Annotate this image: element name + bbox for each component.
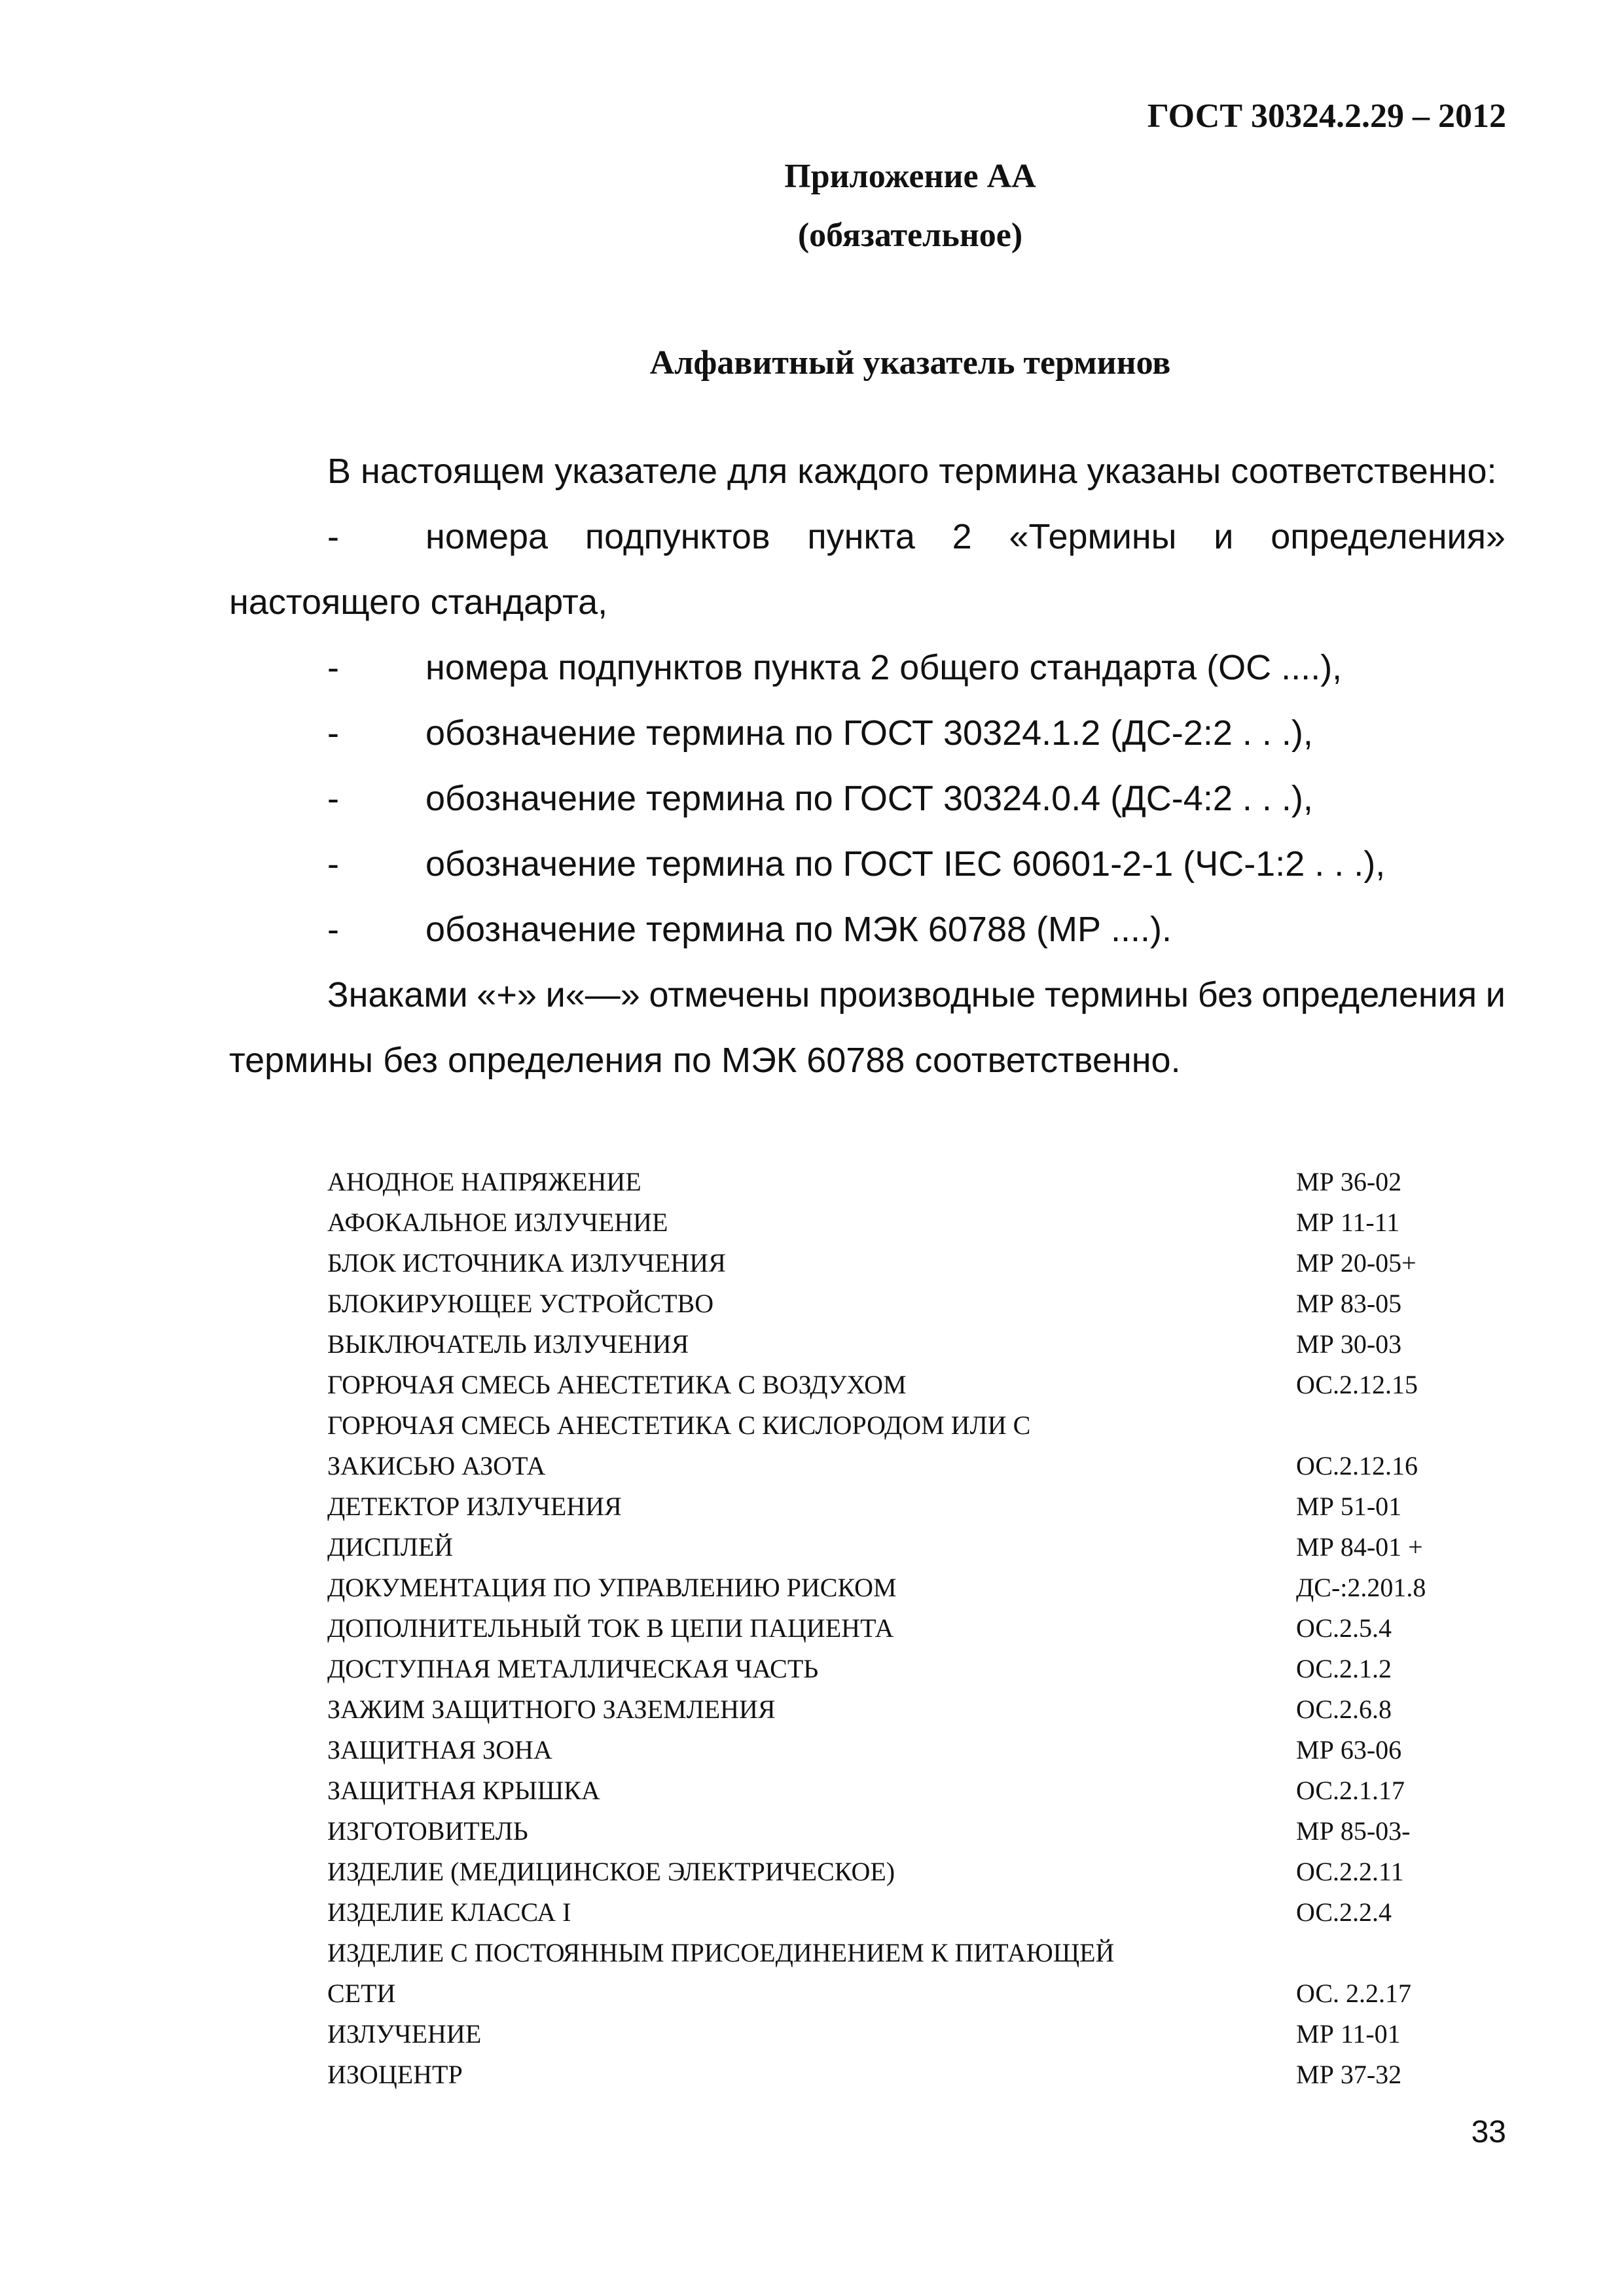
page-number: 33 xyxy=(1471,2115,1506,2149)
term-row xyxy=(327,1486,1519,1527)
bullet-item xyxy=(229,844,1506,884)
note-word: Знаками xyxy=(327,975,468,1014)
term-name: ИЗДЕЛИЕ КЛАССА I xyxy=(327,1897,571,1927)
bullet-word: определения» xyxy=(1271,517,1506,556)
term-reference: МР 11-11 xyxy=(1296,1208,1400,1237)
bullet-text xyxy=(425,517,1506,556)
term-row xyxy=(327,1811,1519,1852)
term-reference: МР 83-05 xyxy=(1296,1289,1402,1318)
term-reference: МР 37-32 xyxy=(1296,2060,1402,2089)
bullet-text: обозначение термина по МЭК 60788 (МР ....). xyxy=(425,910,1172,949)
term-name: ДИСПЛЕЙ xyxy=(327,1532,454,1562)
bullet-item xyxy=(229,517,1506,556)
term-name: ЗАЩИТНАЯ ЗОНА xyxy=(327,1735,552,1765)
bullet-item xyxy=(229,648,1506,687)
term-name: ЗАКИСЬЮ АЗОТА xyxy=(327,1451,546,1480)
bullet-dash: - xyxy=(327,844,339,884)
term-reference: ОС. 2.2.17 xyxy=(1296,1979,1412,2008)
term-row xyxy=(327,1649,1519,1689)
term-name: СЕТИ xyxy=(327,1979,396,2008)
term-name: ДОКУМЕНТАЦИЯ ПО УПРАВЛЕНИЮ РИСКОМ xyxy=(327,1573,897,1602)
term-index-list xyxy=(327,1162,1519,2095)
term-reference: МР 51-01 xyxy=(1296,1492,1402,1521)
term-reference: ДС-:2.201.8 xyxy=(1296,1573,1426,1602)
note-word: термины xyxy=(1044,975,1189,1014)
term-name: ВЫКЛЮЧАТЕЛЬ ИЗЛУЧЕНИЯ xyxy=(327,1329,689,1359)
term-row xyxy=(327,1689,1519,1730)
term-name: АФОКАЛЬНОЕ ИЗЛУЧЕНИЕ xyxy=(327,1208,668,1237)
bullet-dash: - xyxy=(327,517,339,556)
note-line xyxy=(229,975,1506,1014)
term-name: ЗАЖИМ ЗАЩИТНОГО ЗАЗЕМЛЕНИЯ xyxy=(327,1695,776,1724)
term-row xyxy=(327,1933,1519,1973)
bullet-item xyxy=(229,713,1506,753)
note-word: «+» xyxy=(477,975,537,1014)
term-row xyxy=(327,1568,1519,1608)
note-word: и xyxy=(1485,975,1506,1014)
appendix-title: Приложение АА xyxy=(784,158,1036,195)
term-name: ИЗДЕЛИЕ (МЕДИЦИНСКОЕ ЭЛЕКТРИЧЕСКОЕ) xyxy=(327,1857,895,1886)
bullet-text: обозначение термина по ГОСТ IEC 60601-2-1 (ЧС-1:2 . . .), xyxy=(425,844,1386,884)
term-row xyxy=(327,1892,1519,1933)
term-reference: МР 11-01 xyxy=(1296,2019,1401,2049)
term-row xyxy=(327,1405,1519,1446)
bullet-item xyxy=(229,910,1506,949)
note-word: определения xyxy=(1261,975,1477,1014)
term-row xyxy=(327,2014,1519,2054)
term-reference: МР 63-06 xyxy=(1296,1735,1402,1765)
bullet-item xyxy=(229,779,1506,818)
index-title: Алфавитный указатель терминов xyxy=(649,344,1171,382)
term-row xyxy=(327,1243,1519,1283)
term-reference: МР 36-02 xyxy=(1296,1167,1402,1196)
term-row xyxy=(327,1608,1519,1649)
term-name: ГОРЮЧАЯ СМЕСЬ АНЕСТЕТИКА С КИСЛОРОДОМ ИЛИ С xyxy=(327,1410,1031,1440)
term-name: БЛОК ИСТОЧНИКА ИЗЛУЧЕНИЯ xyxy=(327,1248,726,1278)
note-word: производные xyxy=(818,975,1036,1014)
term-row xyxy=(327,2054,1519,2095)
bullet-word: подпунктов xyxy=(585,517,770,556)
term-row xyxy=(327,1283,1519,1324)
term-reference: ОС.2.12.16 xyxy=(1296,1451,1418,1480)
term-reference: ОС.2.6.8 xyxy=(1296,1695,1392,1724)
bullet-dash: - xyxy=(327,648,339,687)
bullet-continuation: настоящего стандарта, xyxy=(229,583,608,622)
term-reference: МР 85-03- xyxy=(1296,1816,1411,1846)
term-row xyxy=(327,1446,1519,1486)
term-row xyxy=(327,1324,1519,1365)
term-row xyxy=(327,1852,1519,1892)
bullet-word: номера xyxy=(425,517,549,556)
bullet-text: обозначение термина по ГОСТ 30324.1.2 (ДС-2:2 . . .), xyxy=(425,713,1313,753)
note-word: без xyxy=(1197,975,1253,1014)
note-word: и«—» xyxy=(545,975,640,1014)
appendix-status: (обязательное) xyxy=(797,217,1023,254)
term-reference: ОС.2.12.15 xyxy=(1296,1370,1418,1399)
term-reference: ОС.2.2.4 xyxy=(1296,1897,1392,1927)
term-row xyxy=(327,1730,1519,1770)
bullet-dash: - xyxy=(327,713,339,753)
bullet-word: пункта xyxy=(807,517,915,556)
term-reference: МР 84-01 + xyxy=(1296,1532,1423,1562)
term-reference: ОС.2.5.4 xyxy=(1296,1613,1392,1643)
term-name: АНОДНОЕ НАПРЯЖЕНИЕ xyxy=(327,1167,641,1196)
bullet-dash: - xyxy=(327,779,339,818)
term-row xyxy=(327,1202,1519,1243)
term-row xyxy=(327,1527,1519,1568)
term-name: ИЗГОТОВИТЕЛЬ xyxy=(327,1816,528,1846)
note-line-2: термины без определения по МЭК 60788 соответственно. xyxy=(229,1041,1181,1080)
note-word: отмечены xyxy=(649,975,810,1014)
term-name: ИЗДЕЛИЕ С ПОСТОЯННЫМ ПРИСОЕДИНЕНИЕМ К ПИТАЮЩЕЙ xyxy=(327,1938,1115,1967)
note-paragraph xyxy=(229,975,1506,1014)
bullet-text: номера подпунктов пункта 2 общего стандарта (ОС ....), xyxy=(425,648,1343,687)
term-row xyxy=(327,1973,1519,2014)
term-row xyxy=(327,1770,1519,1811)
term-name: ЗАЩИТНАЯ КРЫШКА xyxy=(327,1776,600,1805)
intro-paragraph: В настоящем указателе для каждого термина указаны соответственно: xyxy=(327,452,1497,491)
term-name: БЛОКИРУЮЩЕЕ УСТРОЙСТВО xyxy=(327,1289,714,1318)
term-row xyxy=(327,1365,1519,1405)
bullet-word: и xyxy=(1214,517,1234,556)
term-name: ДОСТУПНАЯ МЕТАЛЛИЧЕСКАЯ ЧАСТЬ xyxy=(327,1654,819,1683)
term-reference: МР 20-05+ xyxy=(1296,1248,1416,1278)
term-name: ГОРЮЧАЯ СМЕСЬ АНЕСТЕТИКА С ВОЗДУХОМ xyxy=(327,1370,907,1399)
term-reference: ОС.2.2.11 xyxy=(1296,1857,1404,1886)
term-reference: ОС.2.1.17 xyxy=(1296,1776,1405,1805)
bullet-word: 2 xyxy=(952,517,972,556)
term-name: ДЕТЕКТОР ИЗЛУЧЕНИЯ xyxy=(327,1492,622,1521)
term-reference: ОС.2.1.2 xyxy=(1296,1654,1392,1683)
bullet-text: обозначение термина по ГОСТ 30324.0.4 (ДС-4:2 . . .), xyxy=(425,779,1313,818)
term-reference: МР 30-03 xyxy=(1296,1329,1402,1359)
term-name: ДОПОЛНИТЕЛЬНЫЙ ТОК В ЦЕПИ ПАЦИЕНТА xyxy=(327,1613,894,1643)
term-name: ИЗОЦЕНТР xyxy=(327,2060,463,2089)
standard-designation: ГОСТ 30324.2.29 – 2012 xyxy=(1147,98,1506,135)
bullet-word: «Термины xyxy=(1009,517,1177,556)
bullet-dash: - xyxy=(327,910,339,949)
term-name: ИЗЛУЧЕНИЕ xyxy=(327,2019,482,2049)
term-row xyxy=(327,1162,1519,1202)
